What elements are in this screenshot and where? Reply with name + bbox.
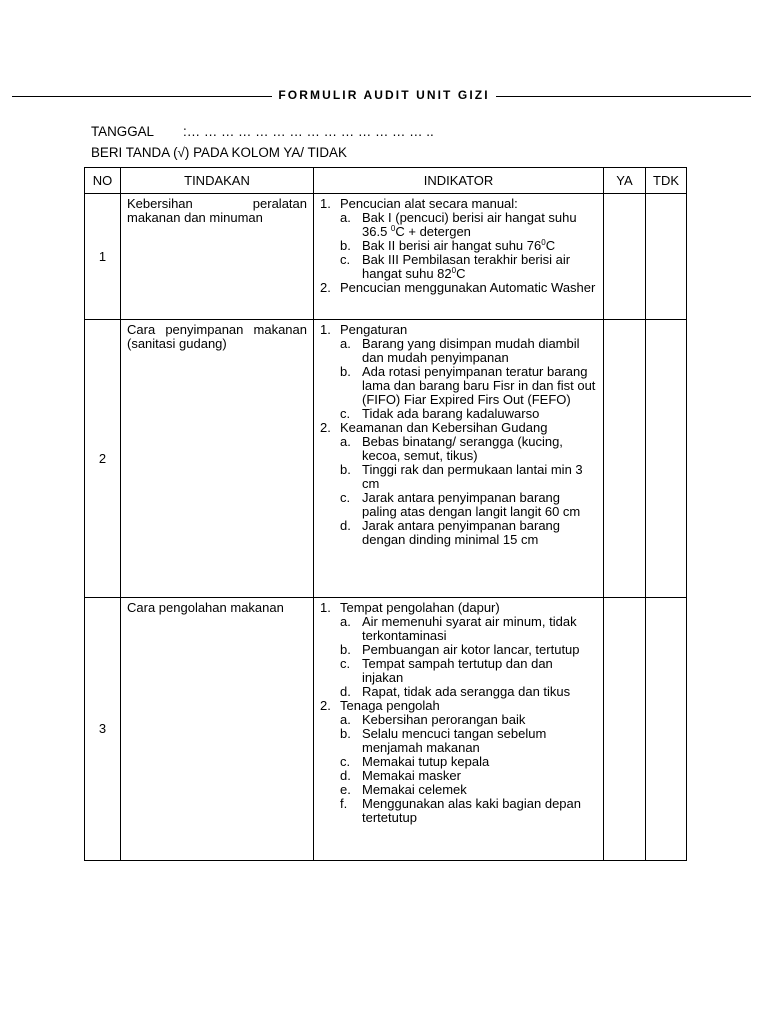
subitem-text: Tempat sampah tertutup dan dan injakan — [362, 656, 553, 685]
subitem-letter: b. — [340, 726, 351, 741]
subitem-letter: b. — [340, 462, 351, 477]
subitem-text: Jarak antara penyimpanan barang dengan dinding minimal 15 cm — [362, 518, 561, 547]
point-text: Pencucian menggunakan Automatic Washer — [340, 280, 596, 295]
point-number: 1. — [320, 600, 331, 615]
subitem-letter: d. — [340, 684, 351, 699]
tindakan-cell: Kebersihan peralatan makanan dan minuman — [121, 194, 314, 320]
row-number: 1 — [85, 194, 121, 320]
indikator-subitem — [320, 657, 597, 685]
subitem-letter: d. — [340, 768, 351, 783]
header-row — [85, 168, 687, 194]
indikator-cell — [314, 194, 604, 320]
row-number: 2 — [85, 320, 121, 598]
tanggal-line — [91, 124, 434, 140]
instruction-text: BERI TANDA (√) PADA KOLOM YA/ TIDAK — [91, 145, 347, 160]
subitem-text: Memakai tutup kepala — [362, 754, 490, 769]
point-text: Tenaga pengolah — [340, 698, 440, 713]
subitem-text: Air memenuhi syarat air minum, tidak terkontaminasi — [362, 614, 577, 643]
subitem-text: Rapat, tidak ada serangga dan tikus — [362, 684, 571, 699]
indikator-subitem — [320, 211, 597, 239]
subitem-letter: a. — [340, 614, 351, 629]
indikator-subitem — [320, 713, 597, 727]
tindakan-cell: Cara penyimpanan makanan (sanitasi gudang) — [121, 320, 314, 598]
subitem-text: Bak II berisi air hangat suhu $76^0C$ — [362, 238, 556, 253]
indikator-subitem — [320, 727, 597, 755]
subitem-text: Bak III Pembilasan terakhir berisi air hangat suhu $82^0C$ — [362, 252, 571, 281]
point-text: Tempat pengolahan (dapur) — [340, 600, 500, 615]
indikator-subitem — [320, 755, 597, 769]
ya-checkbox-cell[interactable] — [604, 320, 646, 598]
subitem-text: Kebersihan perorangan baik — [362, 712, 526, 727]
tindakan-cell: Cara pengolahan makanan — [121, 598, 314, 861]
indikator-cell — [314, 320, 604, 598]
audit-table — [84, 167, 687, 861]
subitem-letter: c. — [340, 490, 351, 505]
degree-superscript: 0 — [541, 238, 546, 247]
subitem-text: Barang yang disimpan mudah diambil dan mudah penyimpanan — [362, 336, 580, 365]
subitem-text: Tinggi rak dan permukaan lantai min 3 cm — [362, 462, 583, 491]
degree-superscript: 0 — [451, 266, 457, 275]
subitem-letter: b. — [340, 238, 351, 253]
point-text: Keamanan dan Kebersihan Gudang — [340, 420, 548, 435]
tdk-checkbox-cell[interactable] — [646, 320, 687, 598]
subitem-text: Selalu mencuci tangan sebelum menjamah makanan — [362, 726, 547, 755]
point-number: 1. — [320, 322, 331, 337]
header-tdk: TDK — [646, 168, 687, 194]
indikator-point — [320, 601, 597, 615]
indikator-subitem — [320, 769, 597, 783]
indikator-subitem — [320, 643, 597, 657]
subitem-letter: b. — [340, 364, 351, 379]
indikator-subitem — [320, 615, 597, 643]
tdk-checkbox-cell[interactable] — [646, 598, 687, 861]
tanggal-label: TANGGAL — [91, 124, 154, 139]
subitem-text: Memakai masker — [362, 768, 461, 783]
subitem-text: Memakai celemek — [362, 782, 467, 797]
indikator-point — [320, 323, 597, 337]
header-tindakan: TINDAKAN — [121, 168, 314, 194]
indikator-point — [320, 197, 597, 211]
subitem-letter: f. — [340, 796, 348, 811]
indikator-subitem — [320, 253, 597, 281]
ya-checkbox-cell[interactable] — [604, 598, 646, 861]
point-number: 2. — [320, 420, 331, 435]
tanggal-field: :… … … … … … … … … … … … … … .. — [183, 124, 434, 139]
subitem-letter: a. — [340, 434, 351, 449]
subitem-letter: a. — [340, 336, 351, 351]
indikator-subitem — [320, 783, 597, 797]
subitem-letter: c. — [340, 656, 351, 671]
header-no: NO — [85, 168, 121, 194]
ya-checkbox-cell[interactable] — [604, 194, 646, 320]
indikator-subitem — [320, 519, 597, 547]
indikator-subitem — [320, 337, 597, 365]
subitem-text: Pembuangan air kotor lancar, tertutup — [362, 642, 580, 657]
subitem-letter: c. — [340, 252, 351, 267]
indikator-subitem — [320, 435, 597, 463]
row-number: 3 — [85, 598, 121, 861]
subitem-text: Jarak antara penyimpanan barang paling atas dengan langit langit 60 cm — [362, 490, 581, 519]
subitem-text: Ada rotasi penyimpanan teratur barang lama dan barang baru Fisr in dan fist out (FIFO) Fiar Expired Firs Out (FEFO) — [362, 364, 596, 407]
point-number: 2. — [320, 280, 331, 295]
tdk-checkbox-cell[interactable] — [646, 194, 687, 320]
subitem-letter: c. — [340, 406, 351, 421]
table-row — [85, 194, 687, 320]
subitem-text: Menggunakan alas kaki bagian depan tertetutup — [362, 796, 582, 825]
subitem-text: Bak I (pencuci) berisi air hangat suhu 36.5 $^0$C + detergen — [362, 210, 577, 239]
subitem-letter: a. — [340, 712, 351, 727]
indikator-subitem — [320, 463, 597, 491]
indikator-cell — [314, 598, 604, 861]
table-row — [85, 320, 687, 598]
indikator-subitem — [320, 797, 597, 825]
indikator-subitem — [320, 491, 597, 519]
indikator-subitem — [320, 365, 597, 407]
subitem-letter: c. — [340, 754, 351, 769]
point-number: 2. — [320, 698, 331, 713]
indikator-point — [320, 281, 597, 295]
point-text: Pengaturan — [340, 322, 408, 337]
point-text: Pencucian alat secara manual: — [340, 196, 518, 211]
degree-superscript: 0 — [390, 224, 396, 233]
header-ya: YA — [604, 168, 646, 194]
subitem-letter: d. — [340, 518, 351, 533]
indikator-point — [320, 699, 597, 713]
subitem-text: Bebas binatang/ serangga (kucing, kecoa, semut, tikus) — [362, 434, 563, 463]
form-title: FORMULIR AUDIT UNIT GIZI — [0, 87, 768, 103]
subitem-letter: b. — [340, 642, 351, 657]
indikator-subitem — [320, 407, 597, 421]
header-indikator: INDIKATOR — [314, 168, 604, 194]
subitem-letter: e. — [340, 782, 351, 797]
indikator-subitem — [320, 239, 597, 253]
indikator-point — [320, 421, 597, 435]
point-number: 1. — [320, 196, 331, 211]
subitem-text: Tidak ada barang kadaluwarso — [362, 406, 540, 421]
indikator-subitem — [320, 685, 597, 699]
subitem-letter: a. — [340, 210, 351, 225]
table-row — [85, 598, 687, 861]
